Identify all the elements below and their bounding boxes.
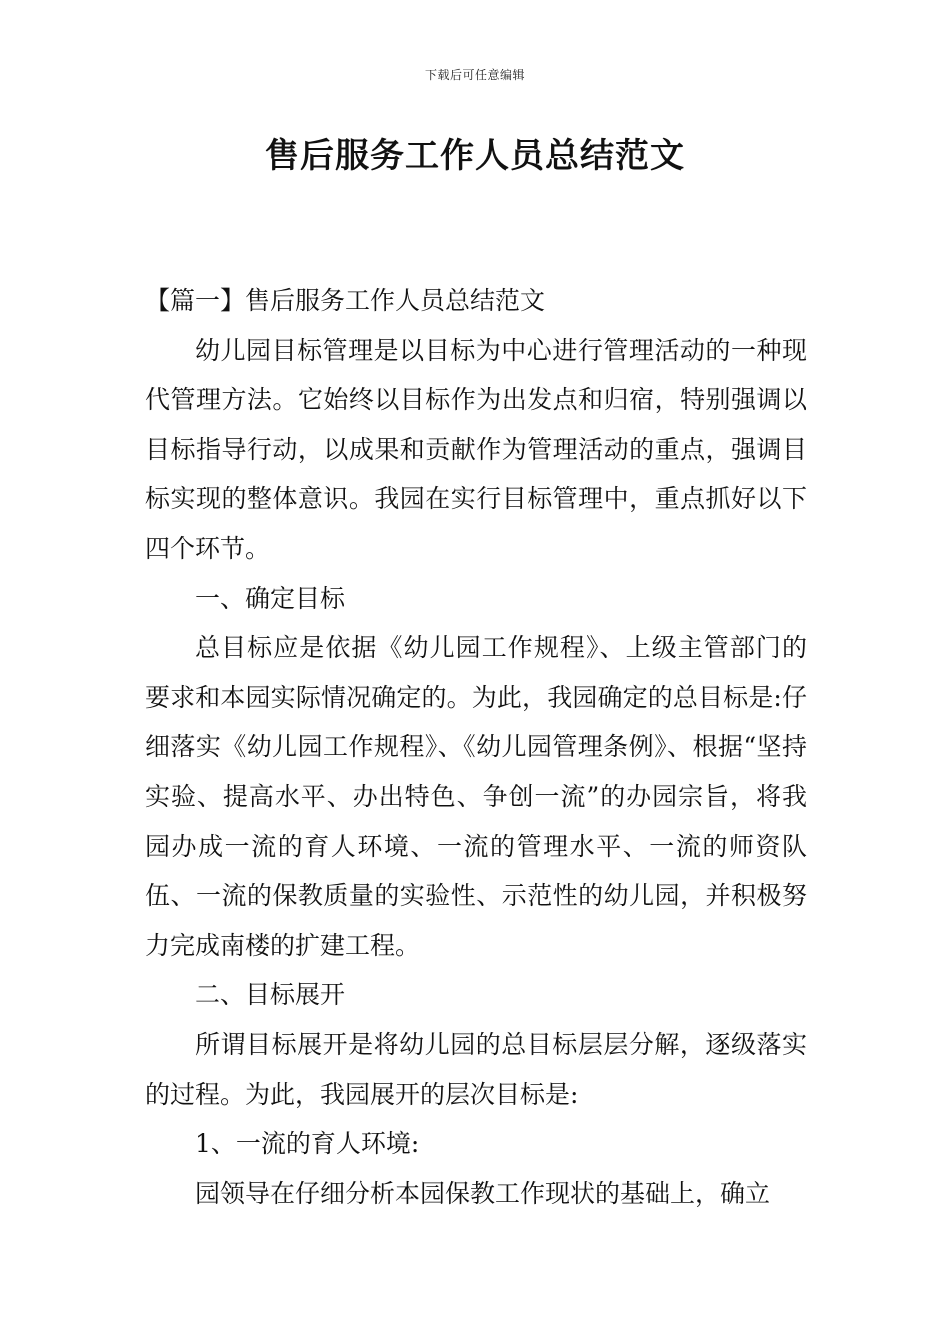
paragraph-environment: 园领导在仔细分析本园保教工作现状的基础上，确立 [195, 1178, 771, 1208]
paragraph-goal-expansion: 所谓目标展开是将幼儿园的总目标层层分解，逐级落实的过程。为此，我园展开的层次目标是: [145, 1029, 807, 1109]
section-title: 【篇一】售后服务工作人员总结范文 [145, 286, 546, 315]
paragraph-intro: 幼儿园目标管理是以目标为中心进行管理活动的一种现代管理方法。它始终以目标作为出发点和归宿，特别强调以目标指导行动，以成果和贡献作为管理活动的重点，强调目标实现的整体意识。我园在实行目标管理中，重点抓好以下四个环节。 [145, 335, 807, 563]
heading-goal-expansion: 二、目标展开 [195, 980, 346, 1010]
heading-determine-goals: 一、确定目标 [195, 583, 346, 613]
document-body [145, 276, 807, 1218]
heading-environment: 1、一流的育人环境: [195, 1129, 420, 1159]
header-note: 下载后可任意编辑 [424, 68, 525, 82]
document-title: 售后服务工作人员总结范文 [265, 136, 685, 176]
paragraph-overall-goal: 总目标应是依据《幼儿园工作规程》、上级主管部门的要求和本园实际情况确定的。为此，我园确定的总目标是:仔细落实《幼儿园工作规程》、《幼儿园管理条例》、根据“坚持实验、提高水平、办出特色、争创一流”的办园宗旨，将我园办成一流的育人环境、一流的管理水平、一流的师资队伍、一流的保教质量的实验性、示范性的幼儿园，并积极努力完成南楼的扩建工程。 [145, 633, 807, 960]
